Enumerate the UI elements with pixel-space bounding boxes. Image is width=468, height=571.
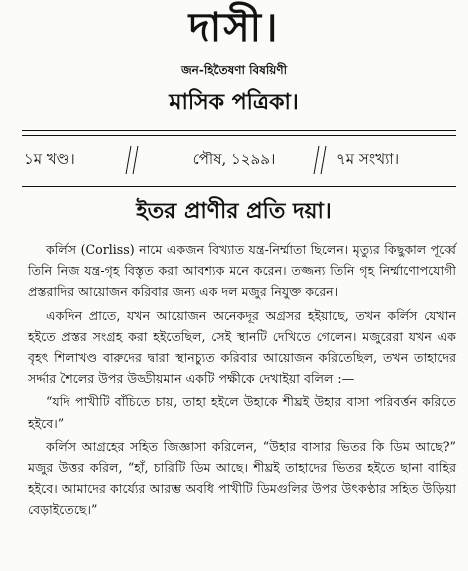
bottom-rule <box>22 186 456 187</box>
issue-number: ৭ম সংখ্যা। <box>336 150 400 168</box>
top-rule-inner <box>22 135 456 136</box>
article-paragraph: “যদি পাখীটি বাঁচিতে চায়, তাহা হইলে উহাকে শীঘ্রই উহার বাসা পরিবর্ত্তন করিতে হইবে।” <box>28 394 456 431</box>
magazine-title: দাসী। <box>188 4 280 51</box>
article-title: ইতর প্রাণীর প্রতি দয়া। <box>136 198 332 224</box>
top-rule <box>22 130 456 131</box>
article-paragraph: কর্লিস আগ্রহের সহিত জিজ্ঞাসা করিলেন, “উহার বাসার ভিতর কি ডিম আছে?” মজুর উত্তর করিল, “হাঁ, চারিটি ডিম আছে। শীঘ্রই তাহাদের ভিতর হইতে ছানা বাহির হইবে। আমাদের কার্য্যের আরম্ভ অবধি পাখীটি ডিমগুলির উপর উৎকণ্ঠার সহিত উড়িয়া বেড়াইতেছে।” <box>28 438 456 518</box>
issue-divider <box>126 146 139 174</box>
magazine-type: মাসিক পত্রিকা। <box>169 89 299 115</box>
magazine-subtitle: জন-হিতৈষণা বিষয়িণী <box>180 63 288 77</box>
article-paragraph: কর্লিস (Corliss) নামে একজন বিখ্যাত যন্ত্র-নির্ম্মাতা ছিলেন। মৃত্যুর কিছুকাল পূর্ব্বে তিনি নিজ যন্ত্র-গৃহ বিস্তৃত করা আবশ্যক মনে করেন। তজ্জন্য তিনি গৃহ নির্ম্মাণোপযোগী প্রস্তরাদির আয়োজন করিবার জন্য এক দল মজুর নিযুক্ত করেন। <box>28 242 456 300</box>
issue-volume: ১ম খণ্ড। <box>24 150 75 168</box>
article-paragraph: একদিন প্রাতে, যখন আয়োজন অনেকদূর অগ্রসর হইয়াছে, তখন কর্লিস যেখান হইতে প্রস্তর সংগ্রহ করা হইতেছিল, সেই স্থানটি দেখিতে গেলেন। মজুরেরা যখন এক বৃহৎ শিলাখণ্ড বারুদের দ্বারা স্থানচ্যুত করিবার আয়োজন করিতেছিল, তখন তাহাদের সর্দ্দার শৈলের উপর উড্ডীয়মান একটি পক্ষীকে দেখাইয়া বলিল :— <box>28 307 456 387</box>
article-body <box>28 239 456 521</box>
issue-date: পৌষ, ১২৯৯। <box>192 150 276 168</box>
